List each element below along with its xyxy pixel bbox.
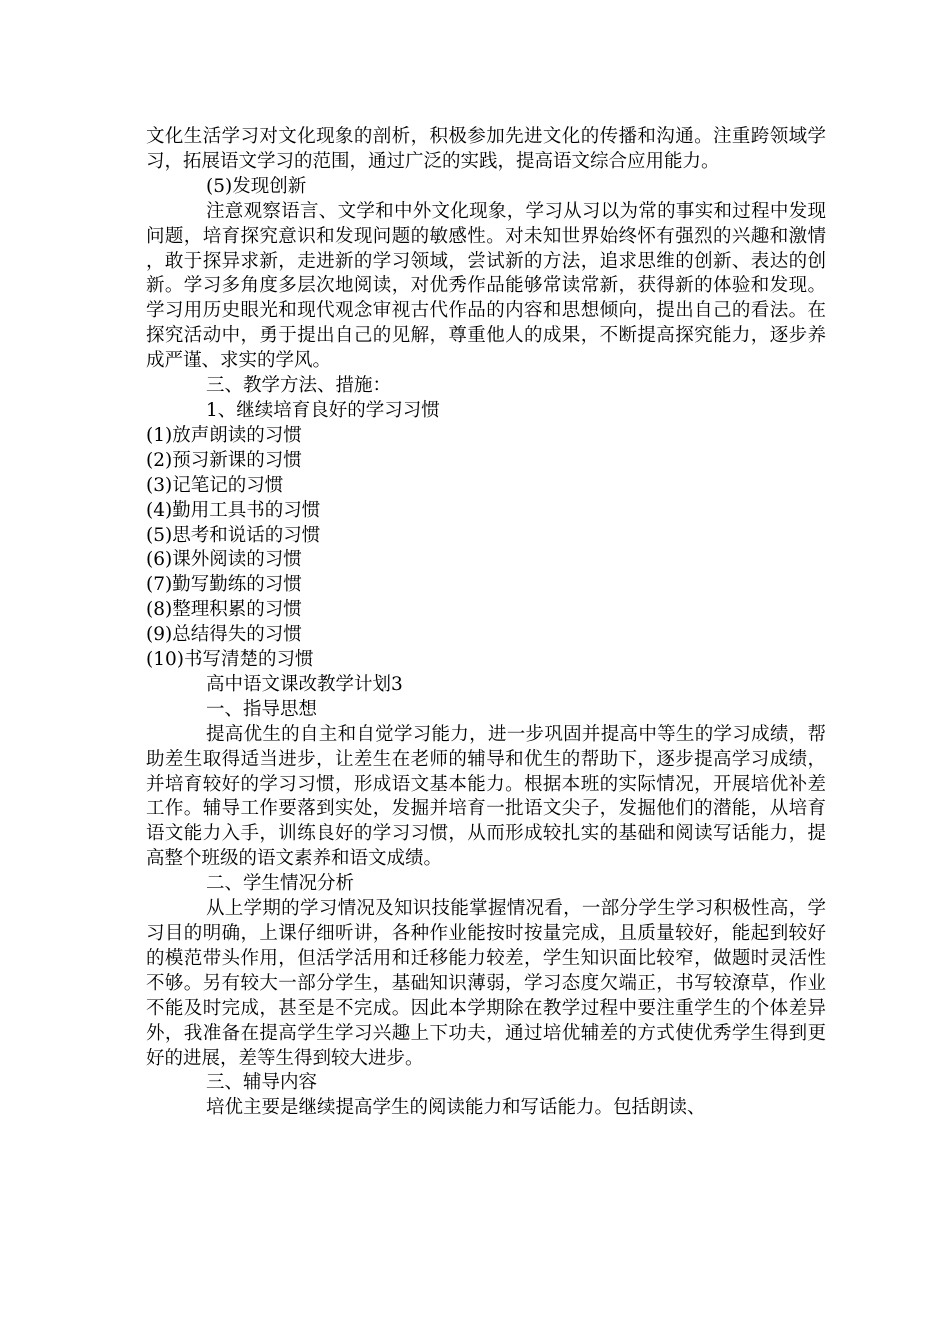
document-title: 高中语文课改教学计划3 bbox=[206, 673, 403, 695]
list-item: (6)课外阅读的习惯 bbox=[146, 549, 302, 571]
list-item: (7)勤写勤练的习惯 bbox=[146, 574, 302, 596]
document-page bbox=[146, 125, 826, 1121]
list-item: (9)总结得失的习惯 bbox=[146, 624, 302, 646]
section-heading: 二、学生情况分析 bbox=[206, 873, 355, 895]
section-heading: 三、教学方法、措施： bbox=[206, 375, 392, 397]
list-item: (5)思考和说话的习惯 bbox=[146, 524, 321, 546]
body-paragraph: 培优主要是继续提高学生的阅读能力和写话能力。包括朗读、 bbox=[206, 1097, 706, 1119]
section-heading: (5)发现创新 bbox=[206, 175, 307, 197]
body-paragraph: 注意观察语言、文学和中外文化现象，学习从习以为常的事实和过程中发现问题，培育探究意识和发现问题的敏感性。对未知世界始终怀有强烈的兴趣和激情，敢于探异求新，走进新的学习领域，尝试新的方法，追求思维的创新、表达的创新。学习多角度多层次地阅读，对优秀作品能够常读常新，获得新的体验和发现。学习用历史眼光和现代观念审视古代作品的内容和思想倾向，提出自己的看法。在探究活动中，勇于提出自己的见解，尊重他人的成果，不断提高探究能力，逐步养成严谨、求实的学风。 bbox=[146, 200, 826, 372]
section-heading: 一、指导思想 bbox=[206, 698, 318, 720]
list-item: (3)记笔记的习惯 bbox=[146, 474, 284, 496]
body-paragraph: 提高优生的自主和自觉学习能力，进一步巩固并提高中等生的学习成绩，帮助差生取得适当进步，让差生在老师的辅导和优生的帮助下，逐步提高学习成绩，并培育较好的学习习惯，形成语文基本能力。根据本班的实际情况，开展培优补差工作。辅导工作要落到实处，发掘并培育一批语文尖子，发掘他们的潜能，从培育语文能力入手，训练良好的学习习惯，从而形成较扎实的基础和阅读写话能力，提高整个班级的语文素养和语文成绩。 bbox=[146, 723, 826, 870]
list-item: (1)放声朗读的习惯 bbox=[146, 424, 302, 446]
list-item: (2)预习新课的习惯 bbox=[146, 449, 302, 471]
body-paragraph: 文化生活学习对文化现象的剖析，积极参加先进文化的传播和沟通。注重跨领域学习，拓展语文学习的范围，通过广泛的实践，提高语文综合应用能力。 bbox=[146, 126, 826, 172]
section-heading: 三、辅导内容 bbox=[206, 1072, 318, 1094]
body-paragraph: 从上学期的学习情况及知识技能掌握情况看，一部分学生学习积极性高，学习目的明确，上课仔细听讲，各种作业能按时按量完成，且质量较好，能起到较好的模范带头作用，但活学活用和迁移能力较差，学生知识面比较窄，做题时灵活性不够。另有较大一部分学生，基础知识薄弱，学习态度欠端正，书写较潦草，作业不能及时完成，甚至是不完成。因此本学期除在教学过程中要注重学生的个体差异外，我准备在提高学生学习兴趣上下功夫，通过培优辅差的方式使优秀学生得到更好的进展，差等生得到较大进步。 bbox=[146, 898, 826, 1069]
list-item: (8)整理积累的习惯 bbox=[146, 599, 302, 621]
section-heading: 1、继续培育良好的学习习惯 bbox=[206, 399, 440, 421]
list-item: (4)勤用工具书的习惯 bbox=[146, 499, 321, 521]
list-item: (10)书写清楚的习惯 bbox=[146, 649, 314, 671]
